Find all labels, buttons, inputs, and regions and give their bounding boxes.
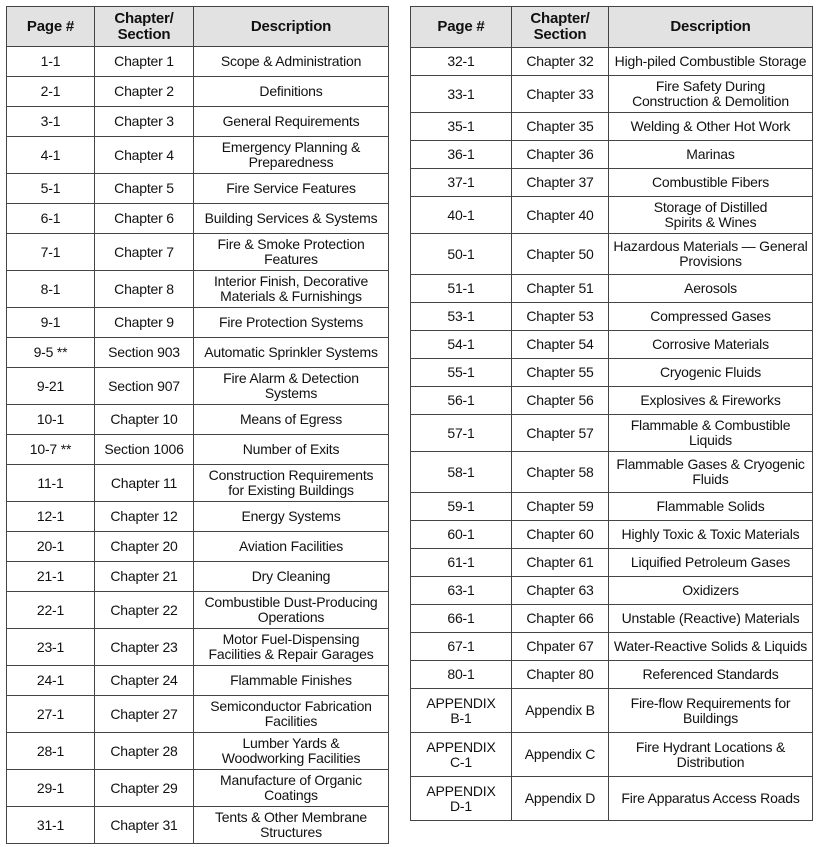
description-cell: Flammable & Combustible Liquids (609, 415, 813, 452)
chapter-cell: Chapter 80 (512, 661, 609, 689)
page-cell: 36-1 (411, 141, 512, 169)
description-cell: Aviation Facilities (194, 532, 389, 562)
chapter-cell: Chapter 27 (95, 696, 194, 733)
table-row (411, 689, 813, 733)
description-cell: Building Services & Systems (194, 204, 389, 234)
description-cell: Means of Egress (194, 405, 389, 435)
description-cell: Storage of Distilled Spirits & Wines (609, 197, 813, 234)
table-row (411, 48, 813, 76)
header-chapter-text: Chapter/ Section (530, 10, 590, 43)
description-cell: Compressed Gases (609, 303, 813, 331)
description-cell: Interior Finish, Decorative Materials & Furnishings (194, 271, 389, 308)
chapter-cell: Chapter 21 (95, 562, 194, 592)
description-cell: Manufacture of Organic Coatings (194, 770, 389, 807)
table-row (411, 493, 813, 521)
page-cell: 50-1 (411, 234, 512, 275)
table-row (411, 577, 813, 605)
page-cell: APPENDIX C-1 (411, 733, 512, 777)
page-cell: APPENDIX D-1 (411, 777, 512, 821)
table-row (411, 141, 813, 169)
description-cell: Oxidizers (609, 577, 813, 605)
page-cell: 21-1 (7, 562, 95, 592)
table-row (411, 169, 813, 197)
table-row (7, 174, 389, 204)
chapter-cell: Chapter 11 (95, 465, 194, 502)
table-row (411, 777, 813, 821)
page-cell: APPENDIX B-1 (411, 689, 512, 733)
chapter-cell: Chapter 33 (512, 76, 609, 113)
chapter-cell: Chapter 63 (512, 577, 609, 605)
chapter-cell: Chapter 5 (95, 174, 194, 204)
page-cell: 10-1 (7, 405, 95, 435)
table-row (7, 592, 389, 629)
page-cell: 2-1 (7, 77, 95, 107)
description-cell: Combustible Dust-Producing Operations (194, 592, 389, 629)
chapter-cell: Chapter 4 (95, 137, 194, 174)
page-cell: 5-1 (7, 174, 95, 204)
table-row (411, 359, 813, 387)
chapter-cell: Chapter 61 (512, 549, 609, 577)
description-cell: Referenced Standards (609, 661, 813, 689)
description-cell: Flammable Finishes (194, 666, 389, 696)
description-cell: Automatic Sprinkler Systems (194, 338, 389, 368)
chapter-cell: Chapter 10 (95, 405, 194, 435)
page-cell: 33-1 (411, 76, 512, 113)
description-cell: Fire Apparatus Access Roads (609, 777, 813, 821)
table-row (7, 696, 389, 733)
table-row (411, 275, 813, 303)
page-cell: 8-1 (7, 271, 95, 308)
chapter-cell: Chapter 36 (512, 141, 609, 169)
description-cell: Cryogenic Fluids (609, 359, 813, 387)
table-row (7, 807, 389, 844)
table-row (411, 521, 813, 549)
page-cell: 60-1 (411, 521, 512, 549)
description-cell: Fire Service Features (194, 174, 389, 204)
header-description: Description (609, 7, 813, 48)
page-cell: 24-1 (7, 666, 95, 696)
chapter-cell: Chapter 12 (95, 502, 194, 532)
chapter-cell: Chapter 54 (512, 331, 609, 359)
description-cell: Energy Systems (194, 502, 389, 532)
chapter-cell: Section 907 (95, 368, 194, 405)
page-cell: 4-1 (7, 137, 95, 174)
toc-left-body (7, 47, 389, 844)
chapter-cell: Chapter 35 (512, 113, 609, 141)
page-cell: 29-1 (7, 770, 95, 807)
chapter-cell: Chapter 2 (95, 77, 194, 107)
description-cell: Liquified Petroleum Gases (609, 549, 813, 577)
page-cell: 22-1 (7, 592, 95, 629)
page-cell: 80-1 (411, 661, 512, 689)
description-cell: Fire Alarm & Detection Systems (194, 368, 389, 405)
chapter-cell: Chapter 20 (95, 532, 194, 562)
chapter-cell: Chapter 7 (95, 234, 194, 271)
page-cell: 9-1 (7, 308, 95, 338)
description-cell: Lumber Yards & Woodworking Facilities (194, 733, 389, 770)
header-page: Page # (7, 7, 95, 47)
page-cell: 67-1 (411, 633, 512, 661)
page-cell: 40-1 (411, 197, 512, 234)
page-cell: 9-5 ** (7, 338, 95, 368)
description-cell: Corrosive Materials (609, 331, 813, 359)
description-cell: Construction Requirements for Existing Buildings (194, 465, 389, 502)
chapter-cell: Chapter 28 (95, 733, 194, 770)
table-row (7, 629, 389, 666)
description-cell: Welding & Other Hot Work (609, 113, 813, 141)
chapter-cell: Chapter 56 (512, 387, 609, 415)
description-cell: Definitions (194, 77, 389, 107)
chapter-cell: Chpater 67 (512, 633, 609, 661)
description-cell: Number of Exits (194, 435, 389, 465)
header-page: Page # (411, 7, 512, 48)
page-cell: 54-1 (411, 331, 512, 359)
table-row (7, 465, 389, 502)
table-row (7, 733, 389, 770)
table-row (7, 47, 389, 77)
table-row (411, 234, 813, 275)
table-row (7, 271, 389, 308)
description-cell: Flammable Gases & Cryogenic Fluids (609, 452, 813, 493)
page-cell: 61-1 (411, 549, 512, 577)
page-cell: 3-1 (7, 107, 95, 137)
table-row (411, 197, 813, 234)
chapter-cell: Section 903 (95, 338, 194, 368)
description-cell: Explosives & Fireworks (609, 387, 813, 415)
description-cell: Motor Fuel-Dispensing Facilities & Repair Garages (194, 629, 389, 666)
chapter-cell: Chapter 59 (512, 493, 609, 521)
header-chapter-text: Chapter/ Section (114, 9, 174, 43)
page-cell: 12-1 (7, 502, 95, 532)
header-row (7, 7, 389, 47)
table-row (411, 452, 813, 493)
table-row (7, 308, 389, 338)
page-cell: 9-21 (7, 368, 95, 405)
toc-table-left (6, 6, 389, 844)
table-row (411, 387, 813, 415)
description-cell: Scope & Administration (194, 47, 389, 77)
page-cell: 27-1 (7, 696, 95, 733)
description-cell: Fire Hydrant Locations & Distribution (609, 733, 813, 777)
table-row (7, 137, 389, 174)
header-row (411, 7, 813, 48)
table-row (7, 338, 389, 368)
page-cell: 35-1 (411, 113, 512, 141)
chapter-cell: Chapter 51 (512, 275, 609, 303)
table-row (7, 770, 389, 807)
description-cell: Emergency Planning & Preparedness (194, 137, 389, 174)
page-cell: 66-1 (411, 605, 512, 633)
chapter-cell: Chapter 32 (512, 48, 609, 76)
page-cell: 51-1 (411, 275, 512, 303)
table-row (411, 661, 813, 689)
toc-table-right (410, 6, 813, 821)
description-cell: General Requirements (194, 107, 389, 137)
table-row (7, 666, 389, 696)
table-row (411, 113, 813, 141)
description-cell: Hazardous Materials — General Provisions (609, 234, 813, 275)
page-cell: 32-1 (411, 48, 512, 76)
chapter-cell: Chapter 53 (512, 303, 609, 331)
page-cell: 10-7 ** (7, 435, 95, 465)
table-row (7, 502, 389, 532)
toc-right-body (411, 48, 813, 821)
table-row (411, 605, 813, 633)
description-cell: Marinas (609, 141, 813, 169)
table-row (7, 107, 389, 137)
description-cell: Highly Toxic & Toxic Materials (609, 521, 813, 549)
page-cell: 58-1 (411, 452, 512, 493)
page-cell: 28-1 (7, 733, 95, 770)
table-row (411, 415, 813, 452)
chapter-cell: Chapter 57 (512, 415, 609, 452)
table-row (7, 532, 389, 562)
description-cell: Aerosols (609, 275, 813, 303)
page-cell: 1-1 (7, 47, 95, 77)
page-cell: 55-1 (411, 359, 512, 387)
chapter-cell: Chapter 50 (512, 234, 609, 275)
table-row (7, 562, 389, 592)
chapter-cell: Chapter 22 (95, 592, 194, 629)
description-cell: Water-Reactive Solids & Liquids (609, 633, 813, 661)
description-cell: Fire & Smoke Protection Features (194, 234, 389, 271)
chapter-cell: Chapter 24 (95, 666, 194, 696)
chapter-cell: Chapter 60 (512, 521, 609, 549)
chapter-cell: Chapter 3 (95, 107, 194, 137)
page-cell: 6-1 (7, 204, 95, 234)
header-chapter (95, 7, 194, 47)
chapter-cell: Chapter 23 (95, 629, 194, 666)
description-cell: Combustible Fibers (609, 169, 813, 197)
table-row (411, 633, 813, 661)
description-cell: Unstable (Reactive) Materials (609, 605, 813, 633)
table-row (411, 76, 813, 113)
chapter-cell: Chapter 37 (512, 169, 609, 197)
description-cell: Tents & Other Membrane Structures (194, 807, 389, 844)
table-row (411, 331, 813, 359)
page-cell: 57-1 (411, 415, 512, 452)
table-row (411, 549, 813, 577)
table-row (7, 435, 389, 465)
chapter-cell: Appendix D (512, 777, 609, 821)
chapter-cell: Chapter 8 (95, 271, 194, 308)
chapter-cell: Chapter 66 (512, 605, 609, 633)
page-cell: 53-1 (411, 303, 512, 331)
description-cell: Dry Cleaning (194, 562, 389, 592)
description-cell: High-piled Combustible Storage (609, 48, 813, 76)
chapter-cell: Appendix B (512, 689, 609, 733)
page-cell: 11-1 (7, 465, 95, 502)
chapter-cell: Appendix C (512, 733, 609, 777)
table-row (411, 733, 813, 777)
description-cell: Fire Safety During Construction & Demolition (609, 76, 813, 113)
description-cell: Semiconductor Fabrication Facilities (194, 696, 389, 733)
chapter-cell: Section 1006 (95, 435, 194, 465)
description-cell: Fire-flow Requirements for Buildings (609, 689, 813, 733)
table-row (7, 77, 389, 107)
table-row (7, 368, 389, 405)
header-description: Description (194, 7, 389, 47)
page-cell: 56-1 (411, 387, 512, 415)
table-row (7, 234, 389, 271)
chapter-cell: Chapter 40 (512, 197, 609, 234)
header-chapter (512, 7, 609, 48)
chapter-cell: Chapter 58 (512, 452, 609, 493)
chapter-cell: Chapter 31 (95, 807, 194, 844)
description-cell: Flammable Solids (609, 493, 813, 521)
table-row (7, 405, 389, 435)
table-row (411, 303, 813, 331)
page-cell: 59-1 (411, 493, 512, 521)
page-cell: 7-1 (7, 234, 95, 271)
chapter-cell: Chapter 1 (95, 47, 194, 77)
page-cell: 31-1 (7, 807, 95, 844)
page-cell: 37-1 (411, 169, 512, 197)
page-cell: 20-1 (7, 532, 95, 562)
chapter-cell: Chapter 29 (95, 770, 194, 807)
table-row (7, 204, 389, 234)
description-cell: Fire Protection Systems (194, 308, 389, 338)
page-cell: 63-1 (411, 577, 512, 605)
chapter-cell: Chapter 55 (512, 359, 609, 387)
chapter-cell: Chapter 9 (95, 308, 194, 338)
page-cell: 23-1 (7, 629, 95, 666)
chapter-cell: Chapter 6 (95, 204, 194, 234)
